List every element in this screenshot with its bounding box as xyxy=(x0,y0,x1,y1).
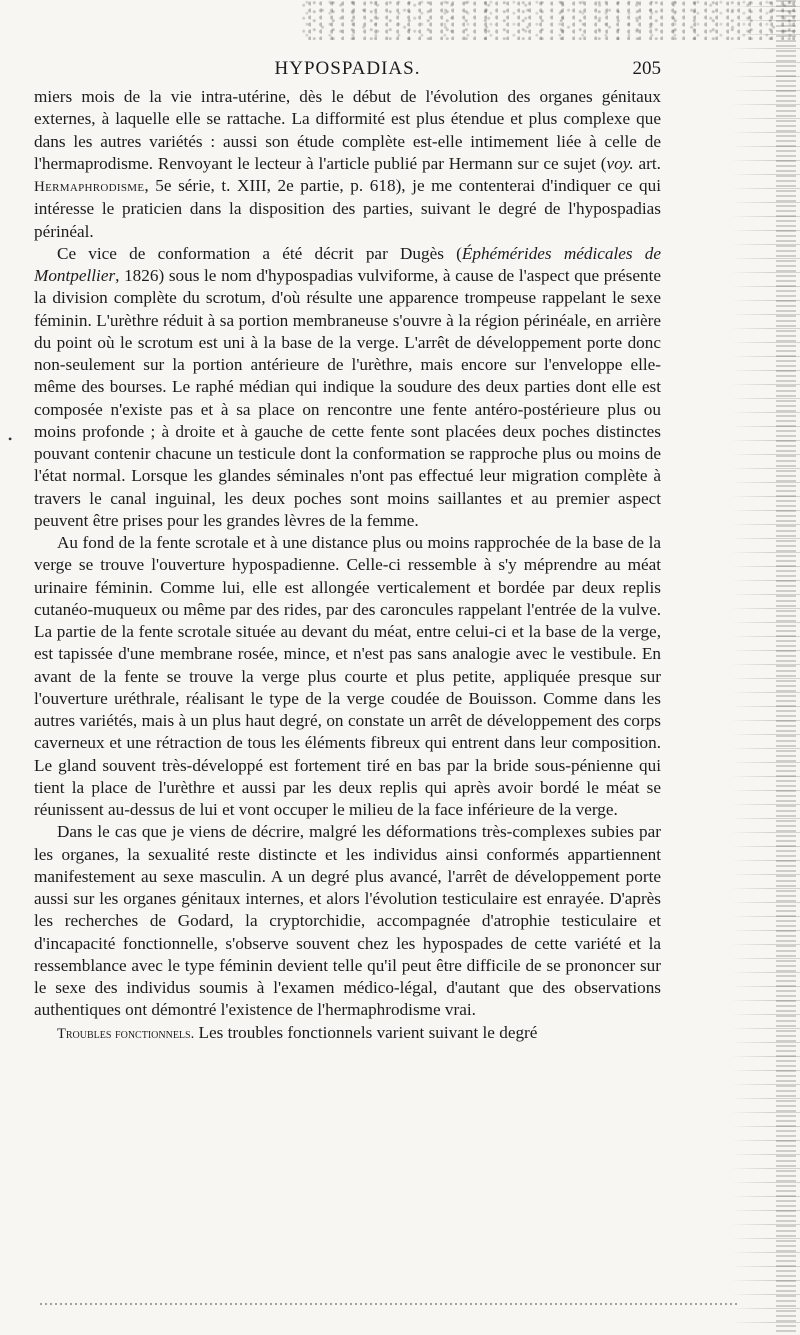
paragraph-5 xyxy=(34,1022,661,1045)
paragraph-3-text: Au fond de la fente scrotale et à une distance plus ou moins rapprochée de la base de la verge se trouve l'ouverture hypospadienne. Celle-ci ressemble à s'y méprendre au méat urinaire féminin. Comme lui, elle est allongée verticalement et bordée par deux replis cutanéo-muqueux ou même par des rides, par des caroncules rappelant l'entrée de la vulve. La partie de la fente scrotale située au devant du méat, entre celui-ci et la base de la verge, est tapissée d'une membrane rosée, mince, et n'est pas sans analogie avec le vestibule. En avant de la fente se trouve la verge plus courte et plus petite, appliquée presque sur l'ouverture uréthrale, réalisant le type de la verge coudée de Bouisson. Comme dans les autres variétés, mais à un plus haut degré, on constate un arrêt de développement des corps caverneux et une rétraction de tous les éléments fibreux qui entrent dans leur composition. Le gland souvent très-développé est fortement tiré en bas par la bride sous-pénienne qui tient la place de l'urèthre et aussi par les deux replis qui après avoir bordé le méat se réunissent au-dessus de lui et vont occuper le milieu de la face inférieure de la verge. xyxy=(34,533,661,819)
paragraph-1-mid: art. xyxy=(633,153,661,173)
journal-title: Éphémérides médicales de Montpellier xyxy=(34,243,661,285)
bottom-scan-artifact xyxy=(40,1303,740,1305)
page-header xyxy=(34,56,661,84)
paragraph-2-end: , 1826) sous le nom d'hypospadias vulviforme, à cause de l'aspect que présente la division complète du scrotum, d'où résulte une apparence trompeuse rappelant le sexe féminin. L'urèthre réduit à sa portion membraneuse s'ouvre à la région périnéale, en arrière du point où le scrotum est uni à la base de la verge. L'arrêt de développement porte donc non-seulement sur la portion antérieure de l'urèthre, mais encore sur l'enveloppe elle-même des bourses. Le raphé médian qui indique la soudure des deux parties dont elle est composée n'existe pas et à sa place on rencontre une fente antéro-postérieure plus ou moins profonde ; à droite et à gauche de cette fente sont placées deux poches distinctes pouvant contenir chacune un testicule dont la conformation se rapproche plus ou moins de l'état normal. Lorsque les glandes séminales n'ont pas effectué leur migration complète à travers le canal inguinal, les deux poches sont moins saillantes et au premier aspect peuvent être prises pour les grandes lèvres de la femme. xyxy=(34,266,661,530)
body-text xyxy=(34,86,661,1045)
article-reference: Hermaphrodisme xyxy=(34,179,145,195)
paragraph-2 xyxy=(34,243,661,532)
section-heading-troubles: Troubles fonctionnels. xyxy=(57,1025,195,1042)
running-title: HYPOSPADIAS. xyxy=(274,58,421,79)
paragraph-4-text: Dans le cas que je viens de décrire, malgré les déformations très-complexes subies par les organes, la sexualité reste distincte et les individus ainsi conformés appartiennent manifestement au sexe masculin. A un degré plus avancé, l'arrêt de développement porte aussi sur les organes génitaux internes, et alors l'évolution testiculaire est enrayée. D'après les recherches de Godard, la cryptorchidie, accompagnée d'atrophie testiculaire et d'incapacité fonctionnelle, s'observe souvent chez les hypospades de cette variété et la ressemblance avec le type féminin devient telle qu'il peut être difficile de se prononcer sur le sexe des individus soumis à l'examen médico-légal, d'autant que des observations authentiques ont démontré l'existence de l'hermaphrodisme vrai. xyxy=(34,822,661,1020)
paragraph-4 xyxy=(34,821,661,1021)
margin-mark: • xyxy=(8,432,13,446)
paragraph-2-start: Ce vice de conformation a été décrit par Dugès ( xyxy=(57,243,462,263)
page-edge-bleed xyxy=(730,0,800,1335)
paragraph-1-text: miers mois de la vie intra-utérine, dès le début de l'évolution des organes génitaux externes, à laquelle elle se rattache. La difformité est plus étendue et plus complexe que dans les autres variétés : aussi son étude complète est-elle intimement liée à celle de l'hermaprodisme. Renvoyant le lecteur à l'article publié par Hermann sur ce sujet ( xyxy=(34,87,661,173)
paragraph-5-text: Les troubles fonctionnels varient suivant le degré xyxy=(194,1022,538,1042)
scan-speckle xyxy=(300,0,800,40)
paragraph-1 xyxy=(34,86,661,243)
voy-abbrev: voy. xyxy=(606,153,634,173)
paragraph-1-end: , 5e série, t. XIII, 2e partie, p. 618), je me contenterai d'indiquer ce qui intéresse le praticien dans la disposition des parties, suivant le degré de l'hypospadias périnéal. xyxy=(34,176,661,241)
page-number: 205 xyxy=(632,58,661,79)
paragraph-3 xyxy=(34,532,661,821)
